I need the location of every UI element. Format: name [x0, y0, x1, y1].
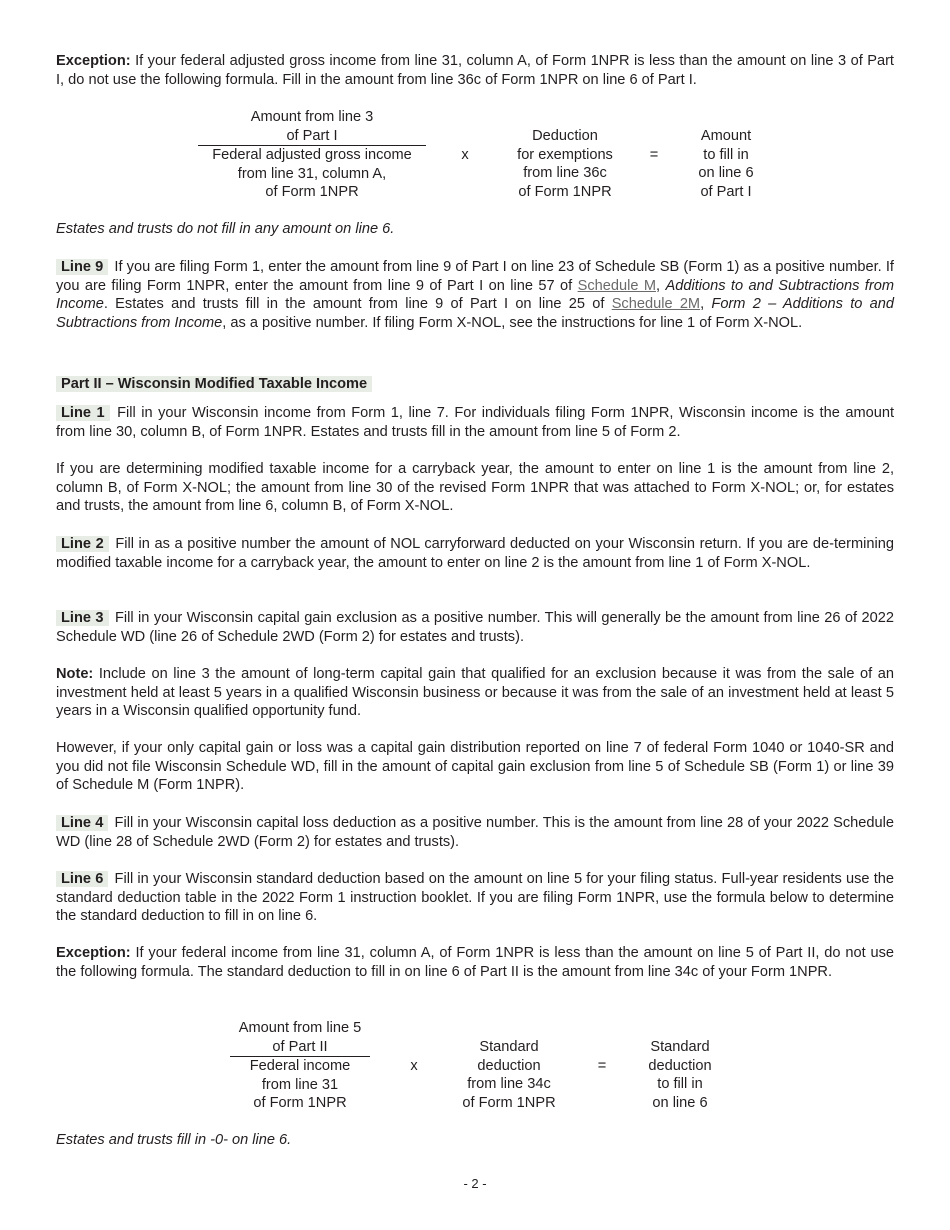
page-number: - 2 -	[463, 1176, 487, 1191]
carryback-paragraph: If you are determining modified taxable income for a carryback year, the amount to enter on line 1 is the amount from line 2, column B, of Form X-NOL; the amount from line 30 of the revised Form 1NPR that was attached to Form X-NOL; or, for estates and trusts, the amount from line 6, column B, of Form X-NOL.	[56, 461, 894, 515]
note-paragraph: Note: Include on line 3 the amount of long-term capital gain that qualified for an exclusion because it was from the sale of an investment held at least 5 years in a qualified Wisconsin business or because it was from the sale of an investment held at least 5 years in a Wisconsin qualified opportunity fund.	[56, 666, 894, 720]
exception-text: If your federal adjusted gross income from line 31, column A, of Form 1NPR is less than the amount on line 3 of Part I, do not use the following formula. Fill in the amount from line 36c of Form 1NPR on line 6 of Part I.	[56, 53, 894, 88]
however-paragraph: However, if your only capital gain or loss was a capital gain distribution reported on line 7 of federal Form 1040 or 1040-SR and you did not file Wisconsin Schedule WD, fill in the amount of capital gain exclusion from line 5 of Schedule SB (Form 1) or line 39 of Schedule M (Form 1NPR).	[56, 740, 894, 794]
line9-tag: Line 9	[56, 259, 108, 275]
formula2-times: x	[410, 1058, 418, 1074]
line6-tag: Line 6	[56, 871, 108, 887]
exception-paragraph-part1	[56, 52, 894, 89]
exception-label: Exception:	[56, 945, 131, 961]
line9-paragraph: Line 9 If you are filing Form 1, enter the amount from line 9 of Part I on line 23 of Schedule SB (Form 1) as a positive number. If you are filing Form 1NPR, enter the amount from line 9 of Part I on line 57 of Schedule M, Additions to and Subtractions from Income. Estates and trusts fill in the amount from line 9 of Part I on line 25 of Schedule 2M, Form 2 – Additions to and Subtractions from Income, as a positive number. If filing Form X-NOL, see the instructions for line 1 of Form X-NOL.	[56, 259, 894, 332]
line3-paragraph: Line 3 Fill in your Wisconsin capital gain exclusion as a positive number. This will generally be the amount from line 26 of 2022 Schedule WD (line 26 of Schedule 2WD (Form 2) for estates and trusts).	[56, 610, 894, 645]
line4-tag: Line 4	[56, 815, 108, 831]
formula1-result: Amount to fill in on line 6 of Part I	[698, 128, 754, 201]
line1-tag: Line 1	[56, 405, 110, 421]
formula1-numerator: Amount from line 3 of Part I	[250, 109, 374, 144]
formula2-denominator: Federal income from line 31 of Form 1NPR	[249, 1058, 351, 1112]
line1-paragraph: Line 1 Fill in your Wisconsin income from Form 1, line 7. For individuals filing Form 1NPR, Wisconsin income is the amount from line 30, column B, of Form 1NPR. Estates and trusts fill in the amount from line 5 of Form 2.	[56, 405, 894, 440]
formula2-result: Standard deduction to fill in on line 6	[648, 1039, 712, 1112]
formula2-numerator: Amount from line 5 of Part II	[238, 1020, 362, 1055]
line2-tag: Line 2	[56, 536, 109, 552]
formula1-denominator: Federal adjusted gross income from line 31, column A, of Form 1NPR	[212, 147, 412, 201]
part2-heading: Part II – Wisconsin Modified Taxable Income	[56, 375, 894, 394]
formula2-equals: =	[597, 1058, 607, 1074]
estates-note-line6-part2: Estates and trusts fill in -0- on line 6.	[56, 1132, 292, 1148]
line6-paragraph: Line 6 Fill in your Wisconsin standard deduction based on the amount on line 5 for your filing status. Full-year residents use the standard deduction table in the 2022 Form 1 instruction booklet. If you are filing Form 1NPR, use the formula below to determine the standard deduction to fill in on line 6.	[56, 871, 894, 925]
note-label: Note:	[56, 666, 94, 682]
exception-paragraph-part2: Exception: If your federal income from line 31, column A, of Form 1NPR is less than the amount on line 5 of Part II, do not use the following formula. The standard deduction to fill in on line 6 of Part II is the amount from line 34c of your Form 1NPR.	[56, 945, 894, 980]
line2-paragraph: Line 2 Fill in as a positive number the amount of NOL carryforward deducted on your Wisconsin return. If you are de-termining modified taxable income for a carryback year, the amount to enter on line 2 is the amount from line 1 of Form X-NOL.	[56, 536, 894, 571]
schedule-m-link[interactable]: Schedule M	[577, 277, 657, 294]
exception-label: Exception:	[56, 53, 131, 69]
schedule-2m-link[interactable]: Schedule 2M	[611, 296, 701, 313]
formula1-equals: =	[649, 147, 659, 163]
formula2-middle: Standard deduction from line 34c of Form 1NPR	[462, 1039, 556, 1112]
line3-tag: Line 3	[56, 610, 109, 626]
line4-paragraph: Line 4 Fill in your Wisconsin capital loss deduction as a positive number. This is the amount from line 28 of your 2022 Schedule WD (line 28 of Schedule 2WD (Form 2) for estates and trusts).	[56, 815, 895, 850]
estates-note-line6-part1: Estates and trusts do not fill in any amount on line 6.	[56, 221, 395, 237]
formula1-times: x	[461, 147, 469, 163]
formula1-middle: Deduction for exemptions from line 36c of Form 1NPR	[517, 128, 613, 201]
